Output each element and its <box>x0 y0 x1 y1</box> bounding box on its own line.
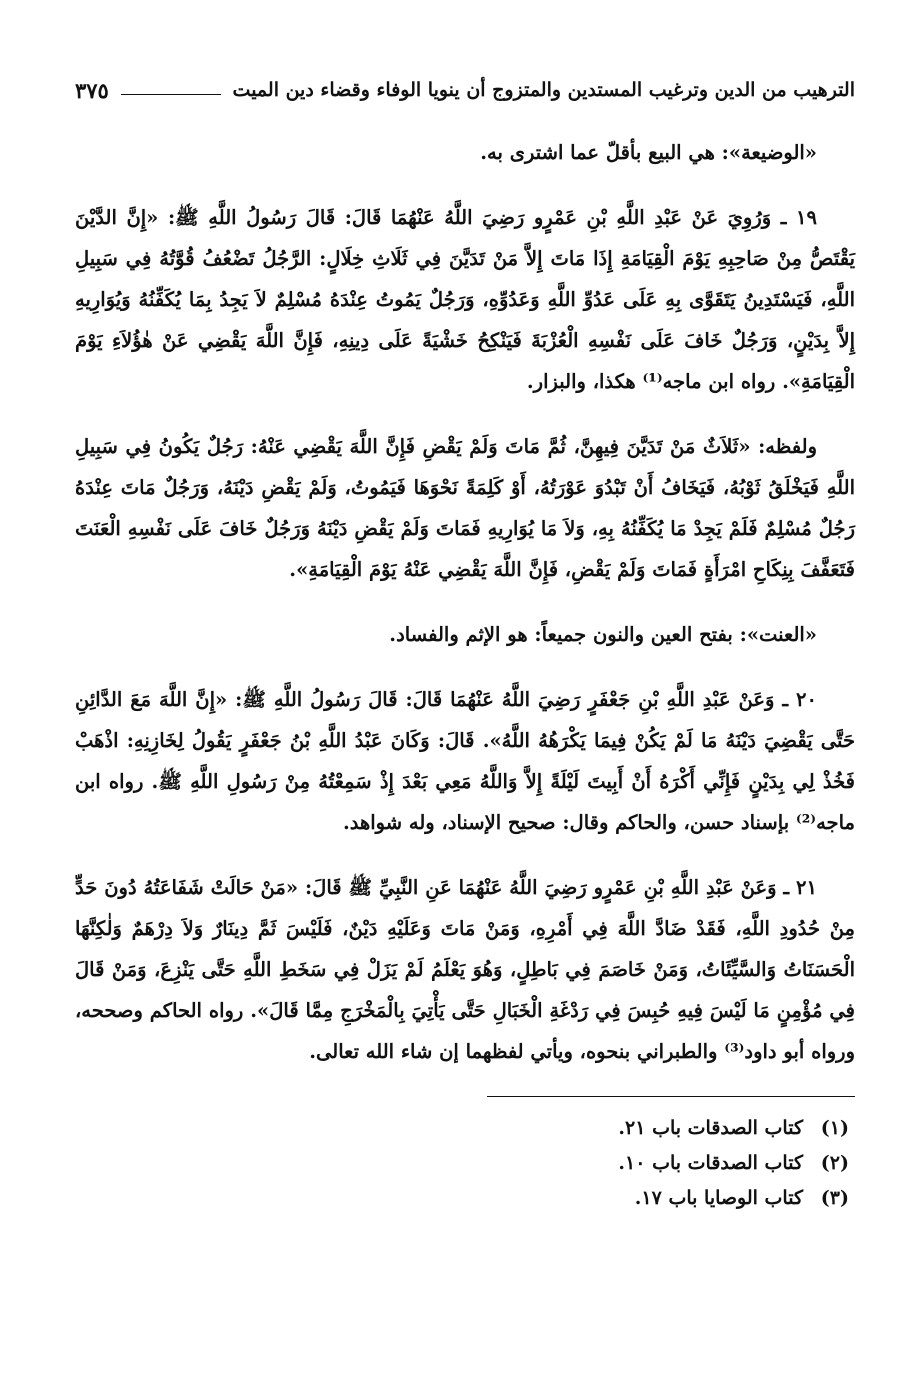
hadith-21: ٢١ ـ وَعَنْ عَبْدِ اللَّهِ بْنِ عَمْرٍو رَضِيَ اللَّهُ عَنْهُمَا عَنِ النَّبِيِّ ﷺ قَالَ: «مَنْ حَالَتْ شَفَاعَتُهُ دُونَ حَدٍّ مِنْ حُدُودِ اللَّهِ، فَقَدْ ضَادَّ اللَّهَ فِي أَمْرِهِ، وَمَنْ مَاتَ وَعَلَيْهِ دَيْنٌ، فَلَيْسَ ثَمَّ دِينَارٌ وَلاَ دِرْهَمٌ وَلٰكِنَّهَا الْحَسَنَاتُ وَالسَّيِّئَاتُ، وَمَنْ خَاصَمَ فِي بَاطِلٍ، وَهُوَ يَعْلَمُ لَمْ يَزَلْ فِي سَخَطِ اللَّهِ حَتَّى يَنْزِعَ، وَمَنْ قَالَ فِي مُؤْمِنٍ مَا لَيْسَ فِيهِ حُبِسَ فِي رَدْغَةِ الْخَبَالِ حَتَّى يَأْتِيَ بِالْمَخْرَجِ مِمَّا قَالَ». رواه الحاكم وصححه، ورواه أبو داود⁽³⁾ والطبراني بنحوه، ويأتي لفظهما إن شاء الله تعالى. <box>75 876 855 1063</box>
definition-anat: «العنت»: بفتح العين والنون جميعاً: هو الإثم والفساد. <box>389 623 817 646</box>
footnote-separator <box>487 1096 855 1097</box>
main-text <box>75 132 855 1072</box>
footnote-3 <box>75 1181 855 1216</box>
footnote-text: كتاب الوصايا باب ١٧. <box>634 1187 803 1209</box>
footnote-text: كتاب الصدقات باب ٢١. <box>618 1117 803 1139</box>
chapter-title: الترهيب من الدين وترغيب المستدين والمتزوج أن ينويا الوفاء وقضاء دين الميت <box>232 79 855 101</box>
footnote-2 <box>75 1146 855 1181</box>
running-header <box>75 70 855 110</box>
page-number: ٣٧٥ <box>75 77 109 103</box>
book-page <box>75 70 855 1216</box>
header-rule <box>121 94 221 95</box>
footnote-number: (١) <box>820 1117 849 1139</box>
footnote-number: (٢) <box>820 1152 849 1174</box>
footnote-text: كتاب الصدقات باب ١٠. <box>618 1152 803 1174</box>
footnote-1 <box>75 1111 855 1146</box>
definition-wadia: «الوضيعة»: هي البيع بأقلّ عما اشترى به. <box>480 141 817 164</box>
footnote-number: (٣) <box>820 1187 849 1209</box>
hadith-19-variant: ولفظه: «ثَلاَثٌ مَنْ تَدَيَّنَ فِيهِنَّ، ثُمَّ مَاتَ وَلَمْ يَقْضِ فَإِنَّ اللَّهَ يَقْضِي عَنْهُ: رَجُلٌ يَكُونُ فِي سَبِيلِ اللَّهِ فَيَخْلَقُ ثَوْبُهُ، فَيَخَافُ أَنْ تَبْدُوَ عَوْرَتُهُ، أَوْ كَلِمَةً نَحْوَهَا فَيَمُوتُ، وَلَمْ يَقْضِ دَيْنَهُ، وَرَجُلٌ مَاتَ عِنْدَهُ رَجُلٌ مُسْلِمٌ فَلَمْ يَجِدْ مَا يُكَفِّنُهُ بِهِ، وَلاَ مَا يُوَارِيهِ فَمَاتَ وَلَمْ يَقْضِ دَيْنَهُ وَرَجُلٌ خَافَ عَلَى نَفْسِهِ الْعَنَتَ فَتَعَفَّفَ بِنِكَاحِ امْرَأَةٍ فَمَاتَ وَلَمْ يَقْضِ، فَإِنَّ اللَّهَ يَقْضِي عَنْهُ يَوْمَ الْقِيَامَةِ». <box>75 435 855 581</box>
hadith-20: ٢٠ ـ وَعَنْ عَبْدِ اللَّهِ بْنِ جَعْفَرٍ رَضِيَ اللَّهُ عَنْهُمَا قَالَ: قَالَ رَسُولُ اللَّهِ ﷺ: «إِنَّ اللَّهَ مَعَ الدَّائِنِ حَتَّى يَقْضِيَ دَيْنَهُ مَا لَمْ يَكُنْ فِيمَا يَكْرَهُهُ اللَّهُ». قَالَ: وَكَانَ عَبْدُ اللَّهِ بْنُ جَعْفَرٍ يَقُولُ لِخَازِنِهِ: اذْهَبْ فَخُذْ لِي بِدَيْنٍ فَإِنِّي أَكْرَهُ أَنْ أَبِيتَ لَيْلَةً إِلاَّ وَاللَّهُ مَعِي بَعْدَ إِذْ سَمِعْتُهُ مِنْ رَسُولِ اللَّهِ ﷺ. رواه ابن ماجه⁽²⁾ بإسناد حسن، والحاكم وقال: صحيح الإسناد، وله شواهد. <box>75 688 855 834</box>
footnotes <box>75 1096 855 1216</box>
hadith-19: ١٩ ـ وَرُوِيَ عَنْ عَبْدِ اللَّهِ بْنِ عَمْرٍو رَضِيَ اللَّهُ عَنْهُمَا قَالَ: قَالَ رَسُولُ اللَّهِ ﷺ: «إِنَّ الدَّيْنَ يَقْتَصُّ مِنْ صَاحِبِهِ يَوْمَ الْقِيَامَةِ إِذَا مَاتَ إِلاَّ مَنْ تَدَيَّنَ فِي ثَلَاثِ خِلَالٍ: الرَّجُلُ تَضْعُفُ قُوَّتُهُ فِي سَبِيلِ اللَّهِ، فَيَسْتَدِينُ يَتَقَوَّى بِهِ عَلَى عَدُوِّ اللَّهِ وَعَدُوِّهِ، وَرَجُلٌ يَمُوتُ عِنْدَهُ مُسْلِمٌ لاَ يَجِدُ بِمَا يُكَفِّنُهُ وَيُوَارِيهِ إِلاَّ بِدَيْنٍ، وَرَجُلٌ خَافَ عَلَى نَفْسِهِ الْعُزْبَةَ فَيَنْكِحُ خَشْيَةً عَلَى دِينِهِ، فَإِنَّ اللَّهَ يَقْضِي عَنْ هٰؤُلاَءِ يَوْمَ الْقِيَامَةِ». رواه ابن ماجه⁽¹⁾ هكذا، والبزار. <box>75 206 855 393</box>
